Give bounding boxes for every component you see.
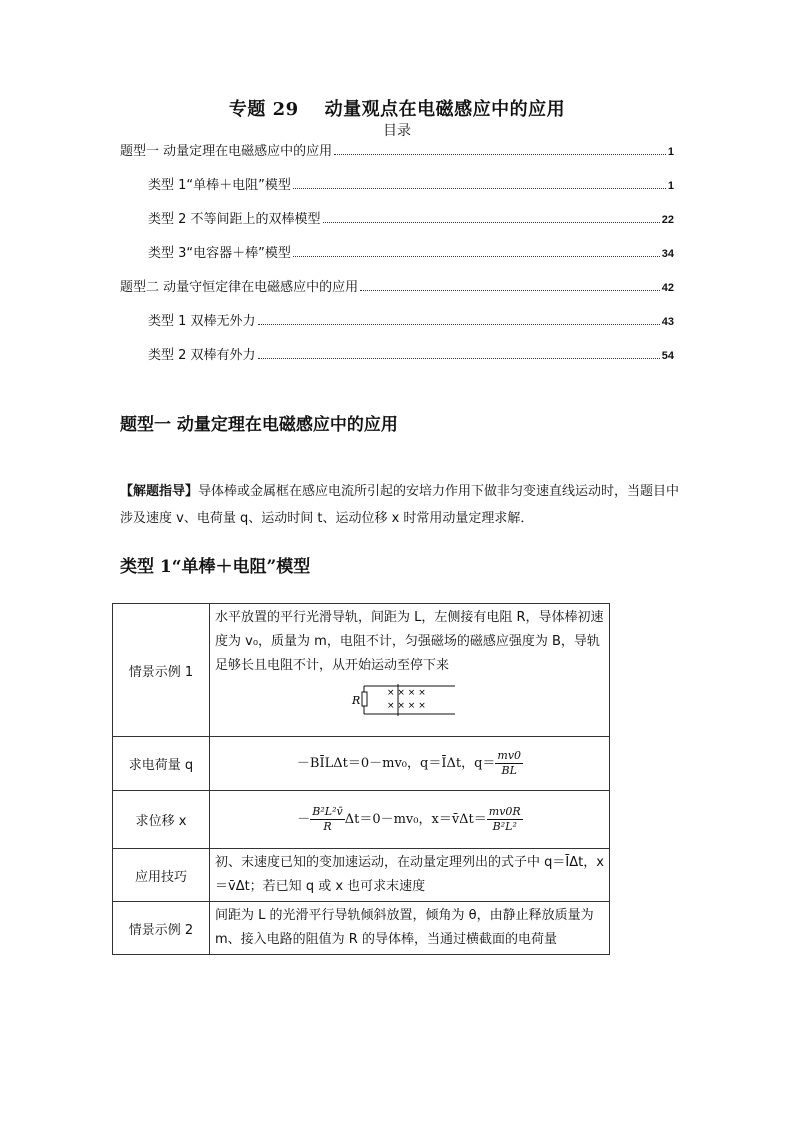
table-row [113,791,610,849]
toc-leader-dots [258,323,660,325]
title-text: 动量观点在电磁感应中的应用 [324,99,566,120]
toc-leader-dots [360,289,660,291]
toc-entry[interactable] [120,276,674,296]
toc-leader-dots [258,357,660,359]
table-row [113,849,610,902]
toc-entry[interactable] [120,310,674,330]
toc-entry[interactable] [120,140,674,160]
table-of-contents [120,140,674,364]
toc-entry-label: 题型一 动量定理在电磁感应中的应用 [120,144,333,159]
toc-entry-page: 43 [661,316,674,328]
row-label: 情景示例 2 [113,902,210,955]
toc-entry-label: 类型 1 双棒无外力 [148,314,256,329]
row-label: 求电荷量 q [113,737,210,791]
toc-leader-dots [293,187,666,189]
table-row [113,737,610,791]
scenario-text: 水平放置的平行光滑导轨，间距为 L，左侧接有电阻 R，导体棒初速度为 v₀，质量为 m，电阻不计，匀强磁场的磁感应强度为 B，导轨足够长且电阻不计，从开始运动至停下来 [215,610,604,673]
toc-entry-page: 1 [667,146,674,158]
toc-entry-page: 54 [661,350,674,362]
scenario-text: 间距为 L 的光滑平行导轨倾斜放置，倾角为 θ，由静止释放质量为 m、接入电路的阻值为 R 的导体棒，当通过横截面的电荷量 [210,902,610,955]
toc-entry-label: 类型 2 双棒有外力 [148,348,256,363]
solution-guide [120,478,680,532]
toc-entry[interactable] [120,242,674,262]
toc-entry-label: 类型 1“单棒＋电阻”模型 [148,178,291,193]
table-row [113,902,610,955]
toc-entry-page: 22 [661,214,674,226]
magnetic-field-marks: × × × × [387,688,426,698]
resistor-label: R [352,694,361,707]
toc-entry-label: 类型 3“电容器＋棒”模型 [148,246,291,261]
toc-entry-page: 1 [667,180,674,192]
row-label: 应用技巧 [113,849,210,902]
model-table [112,603,610,955]
guide-text: 导体棒或金属框在感应电流所引起的安培力作用下做非匀变速直线运动时，当题目中涉及速度 v、电荷量 q、运动时间 t、运动位移 x 时常用动量定理求解． [120,484,680,526]
charge-formula: －BĪLΔt＝0－mv₀，q＝ĪΔt，q＝ $\frac{mv0}{BL}$ [210,737,610,791]
row-label: 情景示例 1 [113,604,210,737]
toc-leader-dots [323,221,660,223]
guide-tag: 【解题指导】 [120,484,199,499]
technique-text: 初、末速度已知的变加速运动，在动量定理列出的式子中 q＝ĪΔt，x＝v̄Δt；若已知 q 或 x 也可求末速度 [210,849,610,902]
row-content [210,604,610,737]
toc-entry-page: 42 [661,282,674,294]
toc-entry[interactable] [120,344,674,364]
toc-leader-dots [334,153,666,155]
title-number: 专题 29 [228,99,299,120]
section-heading: 题型一 动量定理在电磁感应中的应用 [120,415,398,435]
subsection-heading: 类型 1“单棒＋电阻”模型 [120,557,311,577]
table-row [113,604,610,737]
toc-entry-label: 题型二 动量守恒定律在电磁感应中的应用 [120,280,359,295]
toc-entry[interactable] [120,174,674,194]
toc-entry-page: 34 [661,248,674,260]
toc-entry-label: 类型 2 不等间距上的双棒模型 [148,212,321,227]
resistor [362,692,367,706]
row-label: 求位移 x [113,791,210,849]
magnetic-field-marks: × × × × [387,701,426,711]
toc-entry[interactable] [120,208,674,228]
rail-diagram [350,684,470,724]
displacement-formula: － $\frac{\text{B²L²v̄}}{R}$ Δt＝0－mv₀，x＝v̄Δt＝ $\frac{mv0R}{\text{B²L²}}$ [210,791,610,849]
toc-leader-dots [293,255,660,257]
page-title [0,95,794,121]
toc-heading: 目录 [383,123,411,139]
